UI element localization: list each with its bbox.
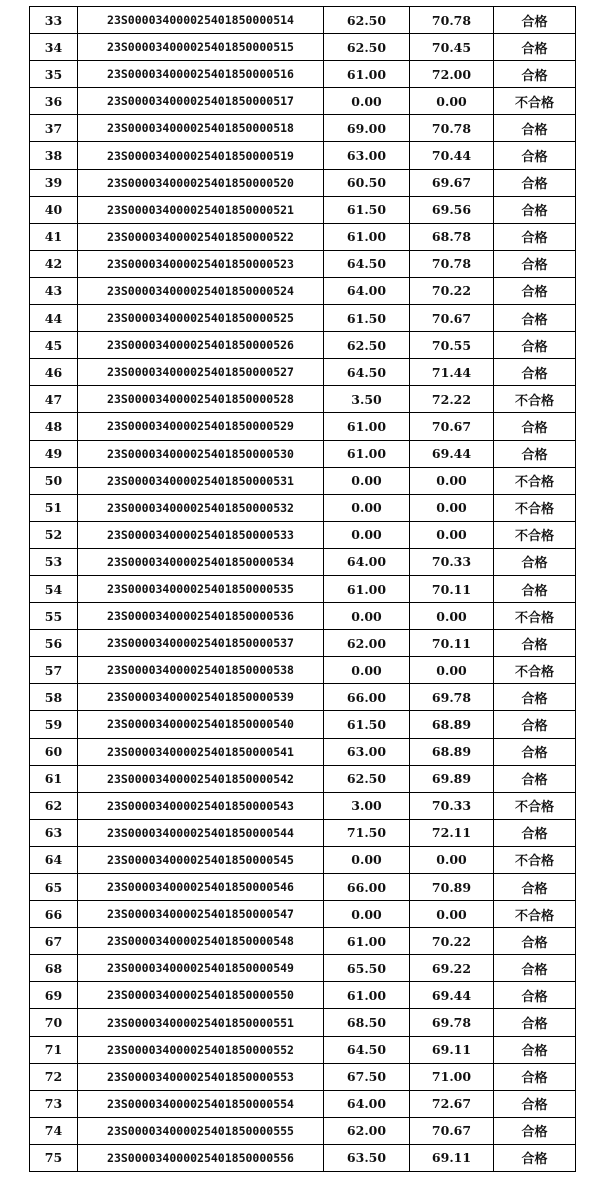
written-score: 61.00 bbox=[324, 413, 410, 440]
result-status: 合格 bbox=[494, 115, 576, 142]
candidate-id: 23S000034000025401850000522 bbox=[78, 223, 324, 250]
row-number: 45 bbox=[30, 332, 78, 359]
result-status: 合格 bbox=[494, 819, 576, 846]
result-status: 合格 bbox=[494, 1063, 576, 1090]
candidate-id: 23S000034000025401850000530 bbox=[78, 440, 324, 467]
composite-score: 69.78 bbox=[410, 1009, 494, 1036]
candidate-id: 23S000034000025401850000542 bbox=[78, 765, 324, 792]
row-number: 53 bbox=[30, 548, 78, 575]
row-number: 59 bbox=[30, 711, 78, 738]
row-number: 57 bbox=[30, 657, 78, 684]
row-number: 61 bbox=[30, 765, 78, 792]
written-score: 3.00 bbox=[324, 792, 410, 819]
row-number: 56 bbox=[30, 630, 78, 657]
row-number: 37 bbox=[30, 115, 78, 142]
result-status: 合格 bbox=[494, 711, 576, 738]
result-status: 合格 bbox=[494, 332, 576, 359]
result-status: 合格 bbox=[494, 738, 576, 765]
table-row bbox=[30, 765, 576, 792]
written-score: 64.50 bbox=[324, 1036, 410, 1063]
written-score: 64.00 bbox=[324, 1090, 410, 1117]
row-number: 46 bbox=[30, 359, 78, 386]
composite-score: 69.89 bbox=[410, 765, 494, 792]
table-row bbox=[30, 196, 576, 223]
row-number: 50 bbox=[30, 467, 78, 494]
written-score: 61.00 bbox=[324, 440, 410, 467]
row-number: 66 bbox=[30, 901, 78, 928]
score-table bbox=[29, 6, 576, 1172]
composite-score: 69.44 bbox=[410, 982, 494, 1009]
table-row bbox=[30, 413, 576, 440]
composite-score: 70.22 bbox=[410, 277, 494, 304]
table-row bbox=[30, 738, 576, 765]
composite-score: 68.89 bbox=[410, 738, 494, 765]
composite-score: 70.78 bbox=[410, 7, 494, 34]
written-score: 65.50 bbox=[324, 955, 410, 982]
candidate-id: 23S000034000025401850000514 bbox=[78, 7, 324, 34]
written-score: 71.50 bbox=[324, 819, 410, 846]
table-row bbox=[30, 250, 576, 277]
written-score: 60.50 bbox=[324, 169, 410, 196]
row-number: 44 bbox=[30, 305, 78, 332]
table-row bbox=[30, 955, 576, 982]
table-row bbox=[30, 1090, 576, 1117]
row-number: 60 bbox=[30, 738, 78, 765]
result-status: 合格 bbox=[494, 1117, 576, 1144]
composite-score: 70.55 bbox=[410, 332, 494, 359]
row-number: 52 bbox=[30, 521, 78, 548]
candidate-id: 23S000034000025401850000539 bbox=[78, 684, 324, 711]
candidate-id: 23S000034000025401850000545 bbox=[78, 846, 324, 873]
result-status: 合格 bbox=[494, 440, 576, 467]
written-score: 68.50 bbox=[324, 1009, 410, 1036]
written-score: 63.00 bbox=[324, 738, 410, 765]
row-number: 49 bbox=[30, 440, 78, 467]
table-row bbox=[30, 386, 576, 413]
composite-score: 70.78 bbox=[410, 115, 494, 142]
score-table-body bbox=[30, 7, 576, 1172]
table-row bbox=[30, 34, 576, 61]
table-row bbox=[30, 711, 576, 738]
candidate-id: 23S000034000025401850000518 bbox=[78, 115, 324, 142]
candidate-id: 23S000034000025401850000543 bbox=[78, 792, 324, 819]
row-number: 38 bbox=[30, 142, 78, 169]
composite-score: 72.00 bbox=[410, 61, 494, 88]
composite-score: 71.44 bbox=[410, 359, 494, 386]
candidate-id: 23S000034000025401850000538 bbox=[78, 657, 324, 684]
table-row bbox=[30, 603, 576, 630]
result-status: 合格 bbox=[494, 277, 576, 304]
row-number: 39 bbox=[30, 169, 78, 196]
row-number: 48 bbox=[30, 413, 78, 440]
table-row bbox=[30, 792, 576, 819]
table-row bbox=[30, 305, 576, 332]
row-number: 65 bbox=[30, 874, 78, 901]
table-row bbox=[30, 494, 576, 521]
table-row bbox=[30, 88, 576, 115]
row-number: 72 bbox=[30, 1063, 78, 1090]
candidate-id: 23S000034000025401850000536 bbox=[78, 603, 324, 630]
candidate-id: 23S000034000025401850000551 bbox=[78, 1009, 324, 1036]
composite-score: 68.89 bbox=[410, 711, 494, 738]
result-status: 合格 bbox=[494, 1144, 576, 1171]
candidate-id: 23S000034000025401850000525 bbox=[78, 305, 324, 332]
written-score: 61.00 bbox=[324, 61, 410, 88]
row-number: 70 bbox=[30, 1009, 78, 1036]
row-number: 40 bbox=[30, 196, 78, 223]
written-score: 0.00 bbox=[324, 846, 410, 873]
table-row bbox=[30, 928, 576, 955]
written-score: 66.00 bbox=[324, 684, 410, 711]
composite-score: 70.11 bbox=[410, 575, 494, 602]
table-row bbox=[30, 467, 576, 494]
row-number: 34 bbox=[30, 34, 78, 61]
table-row bbox=[30, 630, 576, 657]
result-status: 合格 bbox=[494, 1090, 576, 1117]
row-number: 35 bbox=[30, 61, 78, 88]
result-status: 合格 bbox=[494, 359, 576, 386]
table-row bbox=[30, 223, 576, 250]
row-number: 55 bbox=[30, 603, 78, 630]
composite-score: 0.00 bbox=[410, 603, 494, 630]
composite-score: 70.89 bbox=[410, 874, 494, 901]
written-score: 67.50 bbox=[324, 1063, 410, 1090]
table-row bbox=[30, 1144, 576, 1171]
written-score: 62.50 bbox=[324, 34, 410, 61]
written-score: 0.00 bbox=[324, 521, 410, 548]
candidate-id: 23S000034000025401850000531 bbox=[78, 467, 324, 494]
result-status: 不合格 bbox=[494, 792, 576, 819]
candidate-id: 23S000034000025401850000553 bbox=[78, 1063, 324, 1090]
row-number: 51 bbox=[30, 494, 78, 521]
table-row bbox=[30, 1063, 576, 1090]
candidate-id: 23S000034000025401850000544 bbox=[78, 819, 324, 846]
composite-score: 0.00 bbox=[410, 521, 494, 548]
written-score: 64.00 bbox=[324, 548, 410, 575]
result-status: 合格 bbox=[494, 250, 576, 277]
written-score: 66.00 bbox=[324, 874, 410, 901]
row-number: 41 bbox=[30, 223, 78, 250]
row-number: 68 bbox=[30, 955, 78, 982]
composite-score: 0.00 bbox=[410, 901, 494, 928]
result-status: 合格 bbox=[494, 765, 576, 792]
candidate-id: 23S000034000025401850000535 bbox=[78, 575, 324, 602]
candidate-id: 23S000034000025401850000548 bbox=[78, 928, 324, 955]
composite-score: 70.33 bbox=[410, 548, 494, 575]
result-status: 合格 bbox=[494, 1036, 576, 1063]
composite-score: 0.00 bbox=[410, 657, 494, 684]
result-status: 不合格 bbox=[494, 386, 576, 413]
row-number: 47 bbox=[30, 386, 78, 413]
written-score: 61.50 bbox=[324, 711, 410, 738]
row-number: 58 bbox=[30, 684, 78, 711]
table-row bbox=[30, 982, 576, 1009]
written-score: 0.00 bbox=[324, 88, 410, 115]
composite-score: 0.00 bbox=[410, 846, 494, 873]
table-row bbox=[30, 819, 576, 846]
result-status: 不合格 bbox=[494, 603, 576, 630]
composite-score: 70.78 bbox=[410, 250, 494, 277]
table-row bbox=[30, 684, 576, 711]
result-status: 不合格 bbox=[494, 88, 576, 115]
written-score: 64.00 bbox=[324, 277, 410, 304]
result-status: 合格 bbox=[494, 413, 576, 440]
row-number: 75 bbox=[30, 1144, 78, 1171]
table-row bbox=[30, 575, 576, 602]
result-status: 不合格 bbox=[494, 467, 576, 494]
result-status: 合格 bbox=[494, 7, 576, 34]
candidate-id: 23S000034000025401850000515 bbox=[78, 34, 324, 61]
row-number: 63 bbox=[30, 819, 78, 846]
result-status: 合格 bbox=[494, 955, 576, 982]
candidate-id: 23S000034000025401850000534 bbox=[78, 548, 324, 575]
composite-score: 0.00 bbox=[410, 88, 494, 115]
table-row bbox=[30, 1117, 576, 1144]
table-row bbox=[30, 115, 576, 142]
result-status: 合格 bbox=[494, 169, 576, 196]
result-status: 合格 bbox=[494, 1009, 576, 1036]
row-number: 73 bbox=[30, 1090, 78, 1117]
candidate-id: 23S000034000025401850000524 bbox=[78, 277, 324, 304]
table-row bbox=[30, 61, 576, 88]
written-score: 62.00 bbox=[324, 1117, 410, 1144]
table-row bbox=[30, 1009, 576, 1036]
result-status: 不合格 bbox=[494, 846, 576, 873]
row-number: 54 bbox=[30, 575, 78, 602]
composite-score: 70.11 bbox=[410, 630, 494, 657]
candidate-id: 23S000034000025401850000519 bbox=[78, 142, 324, 169]
result-status: 不合格 bbox=[494, 657, 576, 684]
candidate-id: 23S000034000025401850000523 bbox=[78, 250, 324, 277]
written-score: 61.00 bbox=[324, 982, 410, 1009]
candidate-id: 23S000034000025401850000529 bbox=[78, 413, 324, 440]
table-row bbox=[30, 846, 576, 873]
written-score: 61.50 bbox=[324, 305, 410, 332]
result-status: 合格 bbox=[494, 874, 576, 901]
written-score: 61.00 bbox=[324, 575, 410, 602]
result-status: 合格 bbox=[494, 142, 576, 169]
composite-score: 71.00 bbox=[410, 1063, 494, 1090]
row-number: 42 bbox=[30, 250, 78, 277]
score-sheet bbox=[29, 6, 575, 1172]
row-number: 67 bbox=[30, 928, 78, 955]
composite-score: 69.11 bbox=[410, 1036, 494, 1063]
composite-score: 69.56 bbox=[410, 196, 494, 223]
candidate-id: 23S000034000025401850000520 bbox=[78, 169, 324, 196]
written-score: 0.00 bbox=[324, 901, 410, 928]
candidate-id: 23S000034000025401850000556 bbox=[78, 1144, 324, 1171]
composite-score: 70.44 bbox=[410, 142, 494, 169]
composite-score: 69.44 bbox=[410, 440, 494, 467]
written-score: 61.50 bbox=[324, 196, 410, 223]
result-status: 合格 bbox=[494, 684, 576, 711]
written-score: 61.00 bbox=[324, 223, 410, 250]
result-status: 不合格 bbox=[494, 901, 576, 928]
candidate-id: 23S000034000025401850000516 bbox=[78, 61, 324, 88]
result-status: 合格 bbox=[494, 223, 576, 250]
composite-score: 69.78 bbox=[410, 684, 494, 711]
result-status: 合格 bbox=[494, 34, 576, 61]
composite-score: 70.22 bbox=[410, 928, 494, 955]
candidate-id: 23S000034000025401850000526 bbox=[78, 332, 324, 359]
written-score: 0.00 bbox=[324, 467, 410, 494]
row-number: 71 bbox=[30, 1036, 78, 1063]
row-number: 64 bbox=[30, 846, 78, 873]
written-score: 61.00 bbox=[324, 928, 410, 955]
table-row bbox=[30, 7, 576, 34]
written-score: 62.50 bbox=[324, 332, 410, 359]
result-status: 合格 bbox=[494, 305, 576, 332]
row-number: 62 bbox=[30, 792, 78, 819]
table-row bbox=[30, 1036, 576, 1063]
result-status: 合格 bbox=[494, 548, 576, 575]
table-row bbox=[30, 332, 576, 359]
row-number: 69 bbox=[30, 982, 78, 1009]
candidate-id: 23S000034000025401850000537 bbox=[78, 630, 324, 657]
candidate-id: 23S000034000025401850000550 bbox=[78, 982, 324, 1009]
composite-score: 70.67 bbox=[410, 305, 494, 332]
table-row bbox=[30, 548, 576, 575]
candidate-id: 23S000034000025401850000549 bbox=[78, 955, 324, 982]
result-status: 合格 bbox=[494, 575, 576, 602]
result-status: 合格 bbox=[494, 928, 576, 955]
table-row bbox=[30, 142, 576, 169]
candidate-id: 23S000034000025401850000540 bbox=[78, 711, 324, 738]
candidate-id: 23S000034000025401850000527 bbox=[78, 359, 324, 386]
table-row bbox=[30, 440, 576, 467]
candidate-id: 23S000034000025401850000528 bbox=[78, 386, 324, 413]
composite-score: 70.33 bbox=[410, 792, 494, 819]
table-row bbox=[30, 657, 576, 684]
row-number: 36 bbox=[30, 88, 78, 115]
candidate-id: 23S000034000025401850000555 bbox=[78, 1117, 324, 1144]
candidate-id: 23S000034000025401850000554 bbox=[78, 1090, 324, 1117]
composite-score: 69.11 bbox=[410, 1144, 494, 1171]
row-number: 74 bbox=[30, 1117, 78, 1144]
candidate-id: 23S000034000025401850000532 bbox=[78, 494, 324, 521]
table-row bbox=[30, 277, 576, 304]
result-status: 不合格 bbox=[494, 521, 576, 548]
table-row bbox=[30, 169, 576, 196]
candidate-id: 23S000034000025401850000547 bbox=[78, 901, 324, 928]
candidate-id: 23S000034000025401850000546 bbox=[78, 874, 324, 901]
composite-score: 72.22 bbox=[410, 386, 494, 413]
candidate-id: 23S000034000025401850000552 bbox=[78, 1036, 324, 1063]
written-score: 69.00 bbox=[324, 115, 410, 142]
composite-score: 68.78 bbox=[410, 223, 494, 250]
result-status: 合格 bbox=[494, 982, 576, 1009]
written-score: 62.50 bbox=[324, 765, 410, 792]
composite-score: 70.67 bbox=[410, 1117, 494, 1144]
result-status: 合格 bbox=[494, 196, 576, 223]
candidate-id: 23S000034000025401850000541 bbox=[78, 738, 324, 765]
written-score: 0.00 bbox=[324, 603, 410, 630]
written-score: 62.00 bbox=[324, 630, 410, 657]
written-score: 64.50 bbox=[324, 359, 410, 386]
row-number: 33 bbox=[30, 7, 78, 34]
written-score: 0.00 bbox=[324, 494, 410, 521]
composite-score: 0.00 bbox=[410, 494, 494, 521]
composite-score: 0.00 bbox=[410, 467, 494, 494]
row-number: 43 bbox=[30, 277, 78, 304]
written-score: 63.00 bbox=[324, 142, 410, 169]
table-row bbox=[30, 901, 576, 928]
table-row bbox=[30, 521, 576, 548]
written-score: 3.50 bbox=[324, 386, 410, 413]
composite-score: 70.67 bbox=[410, 413, 494, 440]
table-row bbox=[30, 359, 576, 386]
table-row bbox=[30, 874, 576, 901]
candidate-id: 23S000034000025401850000517 bbox=[78, 88, 324, 115]
composite-score: 72.67 bbox=[410, 1090, 494, 1117]
result-status: 合格 bbox=[494, 61, 576, 88]
composite-score: 69.22 bbox=[410, 955, 494, 982]
written-score: 64.50 bbox=[324, 250, 410, 277]
composite-score: 70.45 bbox=[410, 34, 494, 61]
written-score: 62.50 bbox=[324, 7, 410, 34]
composite-score: 72.11 bbox=[410, 819, 494, 846]
candidate-id: 23S000034000025401850000521 bbox=[78, 196, 324, 223]
candidate-id: 23S000034000025401850000533 bbox=[78, 521, 324, 548]
composite-score: 69.67 bbox=[410, 169, 494, 196]
result-status: 合格 bbox=[494, 630, 576, 657]
written-score: 0.00 bbox=[324, 657, 410, 684]
written-score: 63.50 bbox=[324, 1144, 410, 1171]
result-status: 不合格 bbox=[494, 494, 576, 521]
